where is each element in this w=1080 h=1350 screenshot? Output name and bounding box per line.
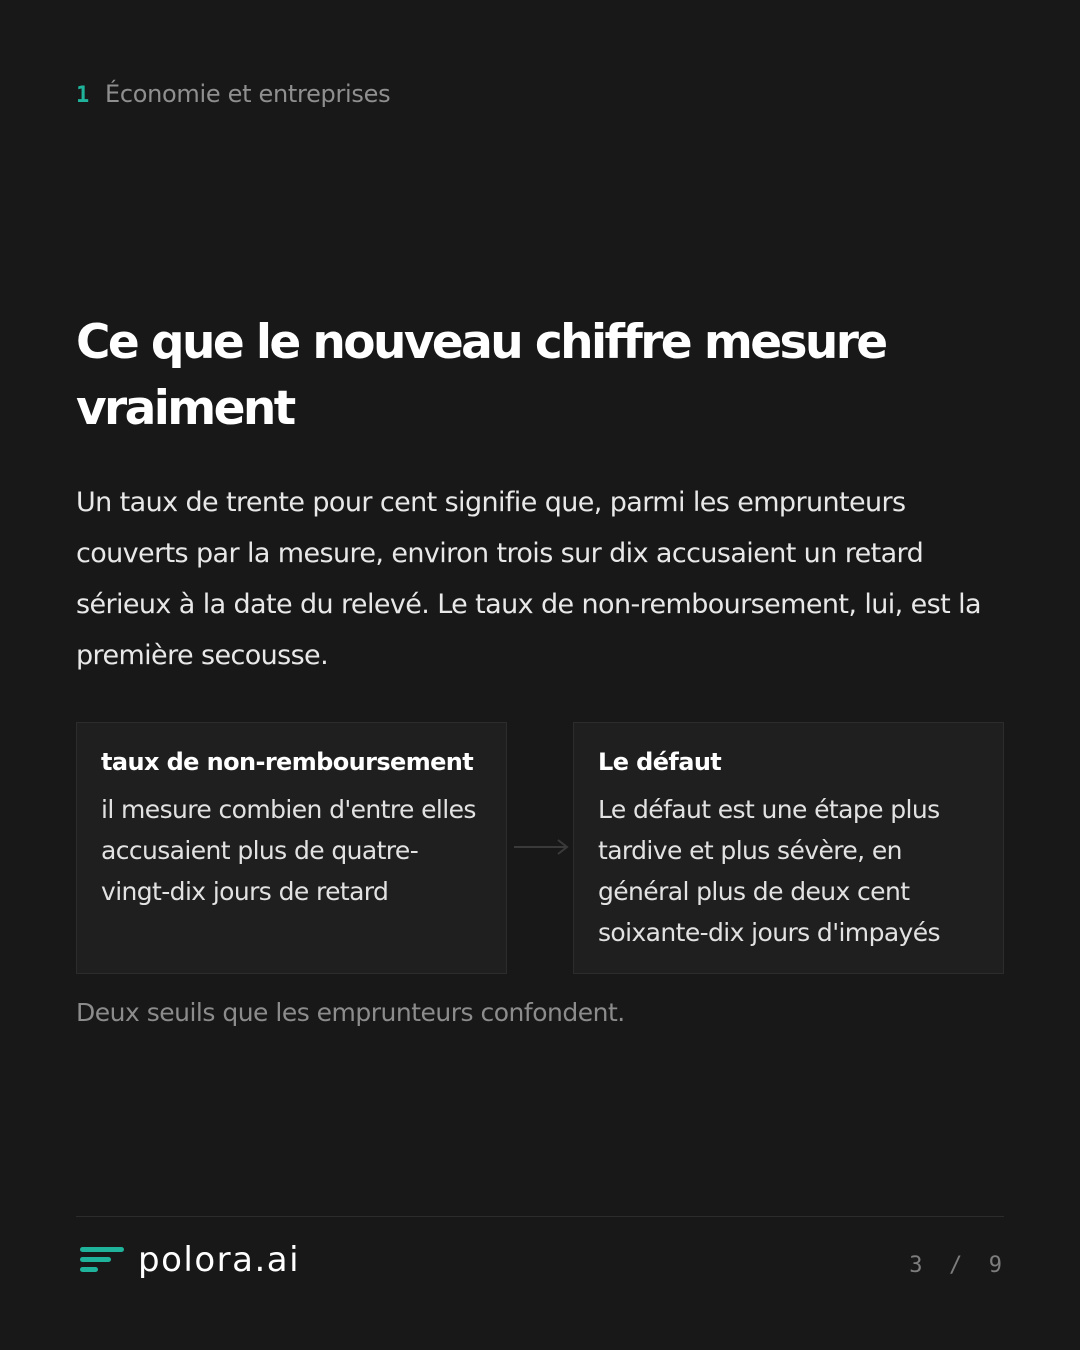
brand-name: polora.ai — [138, 1240, 301, 1280]
card-title: Le défaut — [598, 748, 722, 776]
brand-logo — [80, 1240, 300, 1280]
page-title: Ce que le nouveau chiffre mesure vraiment — [76, 315, 886, 436]
comparison-cards — [76, 722, 1004, 974]
arrow-right-icon — [512, 837, 570, 857]
lines-logo-icon — [80, 1245, 126, 1275]
section-label — [76, 80, 390, 108]
card-title: taux de non-remboursement — [101, 748, 474, 776]
section-title: Économie et entreprises — [104, 80, 391, 108]
caption: Deux seuils que les emprunteurs confondent. — [76, 998, 625, 1027]
card-default — [573, 722, 1004, 974]
page-indicator: 3 / 9 — [909, 1253, 1002, 1278]
footer-divider — [76, 1216, 1004, 1217]
card-non-repayment — [76, 722, 507, 974]
card-body: il mesure combien d'entre elles accusaient plus de quatre-vingt-dix jours de retard — [101, 795, 476, 906]
card-body: Le défaut est une étape plus tardive et plus sévère, en général plus de deux cent soixante-dix jours d'impayés — [598, 795, 940, 947]
lede-paragraph: Un taux de trente pour cent signifie que, parmi les emprunteurs couverts par la mesure, environ trois sur dix accusaient un retard sérieux à la date du relevé. Le taux de non-remboursement, lui, est la première secousse. — [76, 487, 981, 671]
section-number: 1 — [76, 83, 89, 108]
